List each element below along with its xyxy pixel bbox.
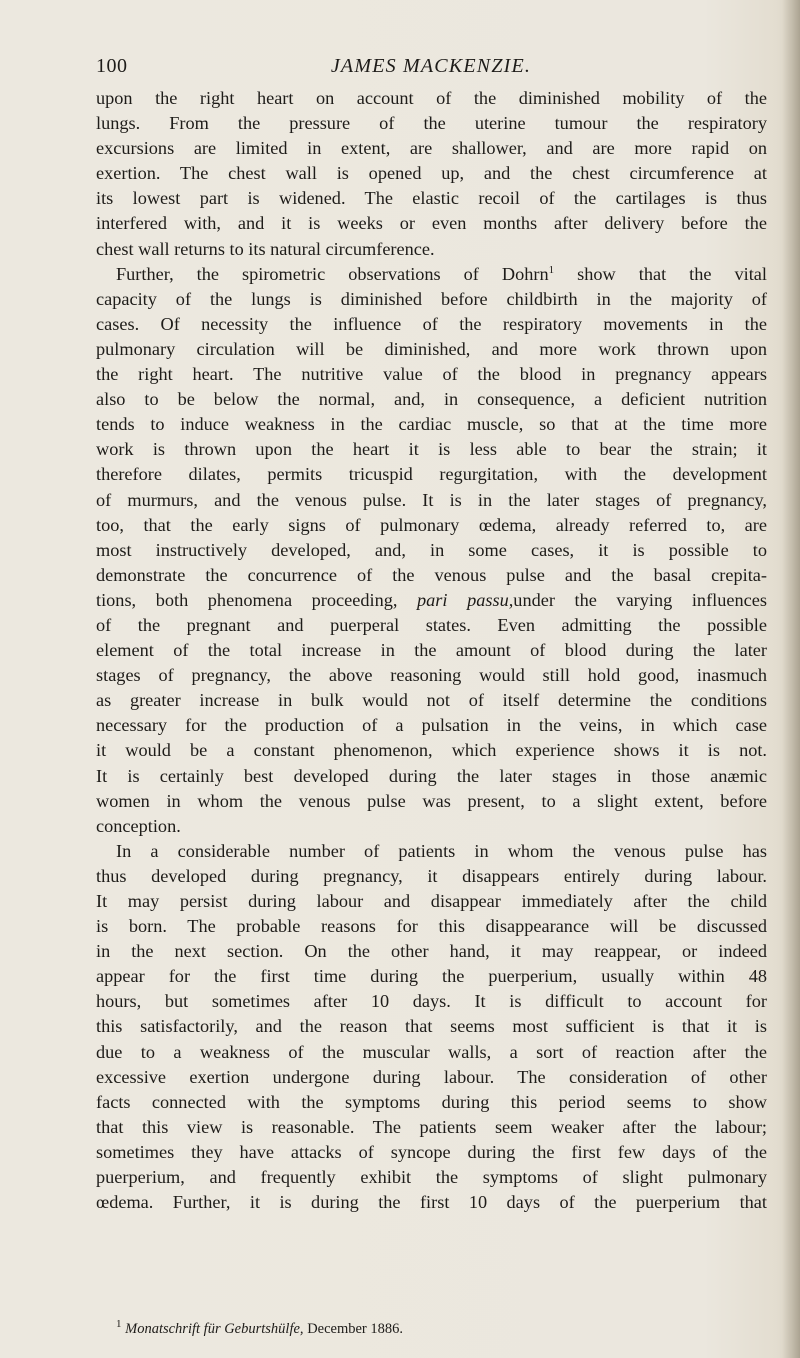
text-line: exertion. The chest wall is opened up, and the chest circumference at <box>96 163 767 184</box>
footnote-marker: 1 <box>116 1318 122 1331</box>
text-line: due to a weakness of the muscular walls, a sort of reaction after the <box>96 1041 767 1062</box>
footnote-date: December 1886. <box>307 1321 404 1337</box>
text-line: as greater increase in bulk would not of itself determine the conditions <box>96 690 767 711</box>
running-title: JAMES MACKENZIE. <box>330 55 532 77</box>
text-line: thus developed during pregnancy, it disappears entirely during labour. <box>96 865 767 886</box>
text-line: In a considerable number of patients in whom the venous pulse has <box>116 840 767 861</box>
text-line: pulmonary circulation will be diminished, and more work thrown upon <box>96 338 767 359</box>
page-header <box>96 55 766 81</box>
text-line: lungs. From the pressure of the uterine tumour the respiratory <box>96 113 767 134</box>
text-line: facts connected with the symptoms during this period seems to show <box>96 1091 767 1112</box>
text-line: its lowest part is widened. The elastic recoil of the cartilages is thus <box>96 188 767 209</box>
text-line: therefore dilates, permits tricuspid regurgitation, with the development <box>96 464 767 485</box>
page-edge-shadow <box>782 0 800 1358</box>
text-line: too, that the early signs of pulmonary œdema, already referred to, are <box>96 514 767 535</box>
text-line: stages of pregnancy, the above reasoning would still hold good, inasmuch <box>96 665 767 686</box>
text-line: hours, but sometimes after 10 days. It is difficult to account for <box>96 991 767 1012</box>
text-line: of murmurs, and the venous pulse. It is in the later stages of pregnancy, <box>96 489 767 510</box>
body-text <box>96 86 767 1215</box>
text-line: work is thrown upon the heart it is less able to bear the strain; it <box>96 439 767 460</box>
text-line: appear for the first time during the puerperium, usually within 48 <box>96 966 767 987</box>
text-line: the right heart. The nutritive value of the blood in pregnancy appears <box>96 364 767 385</box>
text-line: œdema. Further, it is during the first 10 days of the puerperium that <box>96 1192 767 1213</box>
text-line: upon the right heart on account of the diminished mobility of the <box>96 88 767 108</box>
text-line: puerperium, and frequently exhibit the symptoms of slight pulmonary <box>96 1167 767 1188</box>
text-line: of the pregnant and puerperal states. Even admitting the possible <box>96 614 767 635</box>
text-line: cases. Of necessity the influence of the respiratory movements in the <box>96 313 767 334</box>
text-line: tends to induce weakness in the cardiac muscle, so that at the time more <box>96 414 767 435</box>
text-line-pari-passu <box>96 588 767 613</box>
text-line: that this view is reasonable. The patients seem weaker after the labour; <box>96 1116 767 1137</box>
footnote <box>116 1318 756 1338</box>
text-line: element of the total increase in the amount of blood during the later <box>96 640 767 661</box>
text-line: It is certainly best developed during the later stages in those anæmic <box>96 765 767 786</box>
text-line: demonstrate the concurrence of the venous pulse and the basal crepita- <box>96 564 767 585</box>
text-line: is born. The probable reasons for this disappearance will be discussed <box>96 916 767 937</box>
dohrn-text: Further, the spirometric observations of Dohrn <box>116 263 549 284</box>
text-line: women in whom the venous pulse was present, to a slight extent, before <box>96 790 767 811</box>
text-line: capacity of the lungs is diminished before childbirth in the majority of <box>96 288 767 309</box>
pari-passu-lead: tions, both phenomena proceeding, <box>96 589 418 610</box>
text-line: excursions are limited in extent, are shallower, and are more rapid on <box>96 138 767 159</box>
text-line: this satisfactorily, and the reason that seems most sufficient is that it is <box>96 1016 767 1037</box>
text-line: it would be a constant phenomenon, which experience shows it is not. <box>96 740 767 761</box>
text-line: also to be below the normal, and, in consequence, a deficient nutrition <box>96 389 767 410</box>
text-line: It may persist during labour and disappear immediately after the child <box>96 891 767 911</box>
text-line: interfered with, and it is weeks or even months after delivery before the <box>96 213 767 234</box>
text-line: most instructively developed, and, in some cases, it is possible to <box>96 539 767 560</box>
text-line-dohrn <box>96 262 767 287</box>
text-line: in the next section. On the other hand, it may reappear, or indeed <box>96 941 767 962</box>
footnote-source: Monatschrift für Geburtshülfe, <box>125 1321 304 1337</box>
dohrn-tail: show that the vital <box>577 263 767 284</box>
pari-passu-tail: under the varying influences <box>513 589 767 610</box>
text-line: excessive exertion undergone during labour. The consideration of other <box>96 1066 767 1087</box>
text-line: conception. <box>96 815 181 836</box>
text-line: necessary for the production of a pulsation in the veins, in which case <box>96 715 767 736</box>
text-line: sometimes they have attacks of syncope during the first few days of the <box>96 1141 767 1162</box>
text-line: chest wall returns to its natural circumference. <box>96 238 435 259</box>
page-number: 100 <box>96 55 128 77</box>
pari-passu-italic: pari passu, <box>417 589 514 610</box>
footnote-reference: 1 <box>548 263 555 276</box>
